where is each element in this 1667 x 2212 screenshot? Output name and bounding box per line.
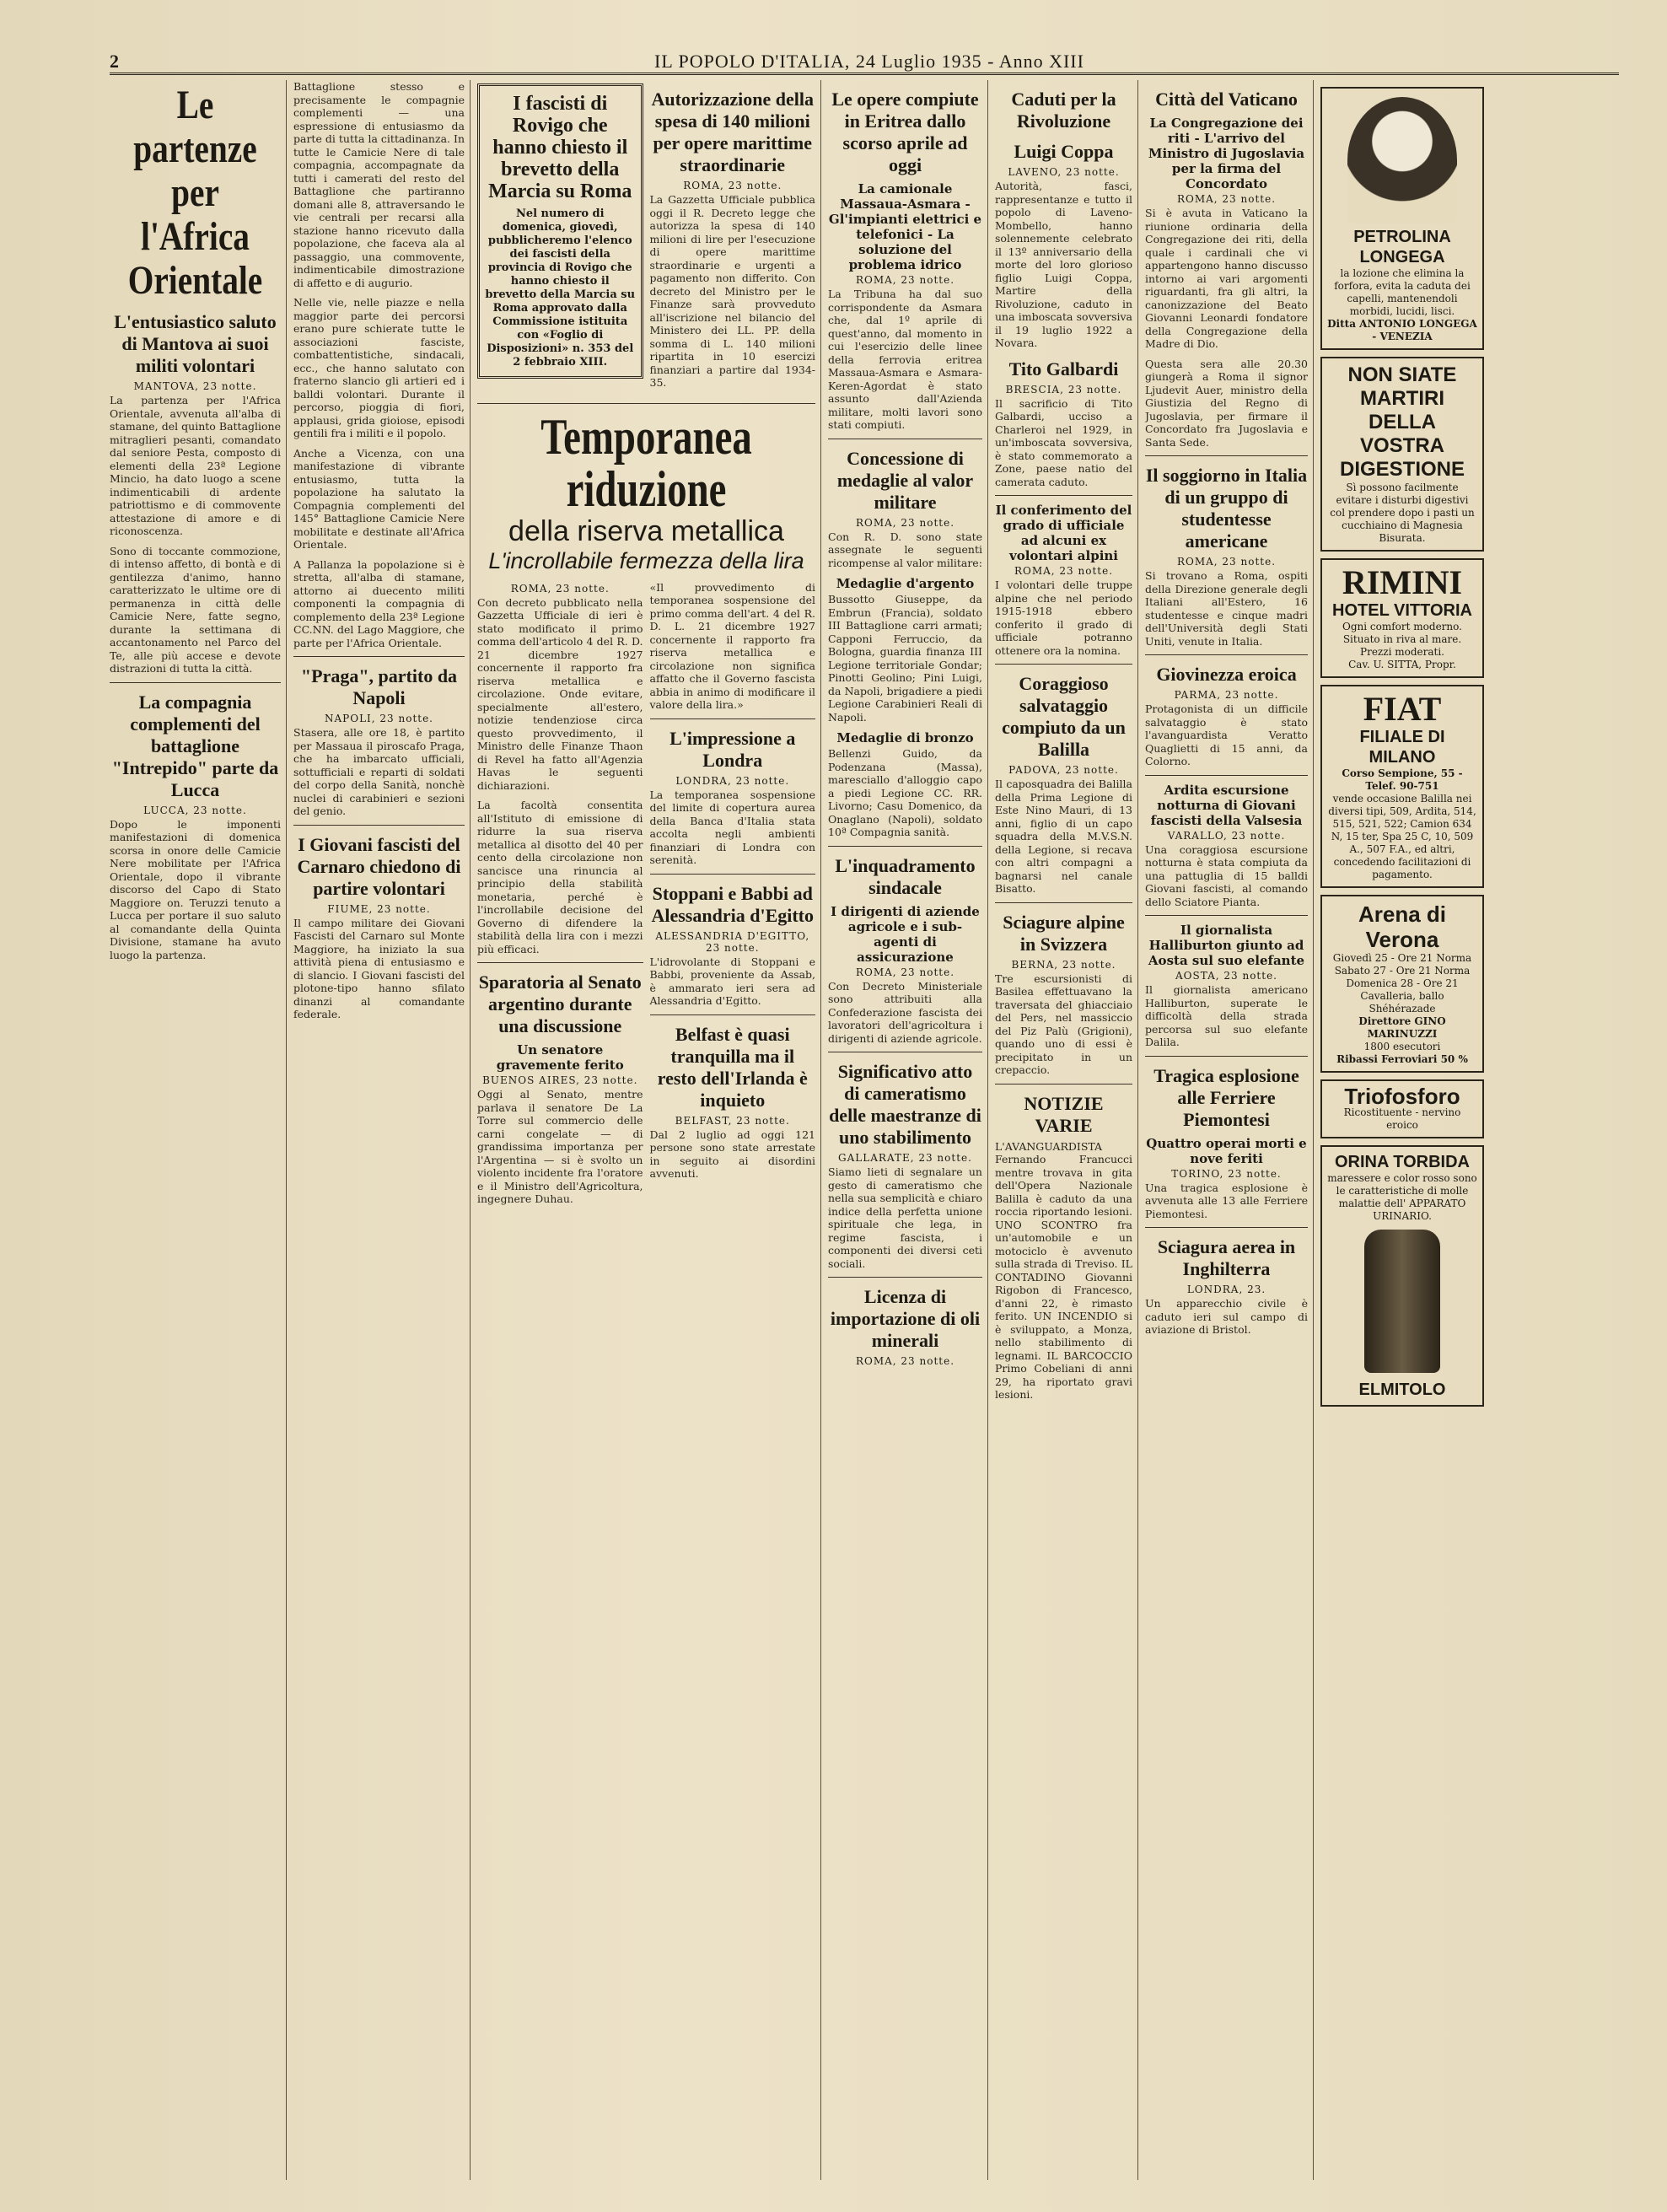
article-text: L'AVANGUARDISTA Fernando Francucci mentre trovava in gita dell'Opera Nazionale Balilla è caduto da una roccia riportando lesioni. UNO SCONTRO fra un'automobile e un motociclo è avvenuto sulla strada di Treviso. IL CONTADINO Giovanni Rigobon di Francesco, d'anni 22, è rimasto ferito. UN INCENDIO si è sviluppato, a Monza, nello stabilimento di legnami. IL BARCOCCIO Primo Cobeliani di anni 29, ha riportato gravi lesioni.	[995, 1139, 1132, 1401]
article-subtitle: Medaglie di bronzo	[836, 730, 974, 745]
divider	[828, 1277, 982, 1278]
article-subtitle: Un senatore gravemente ferito	[496, 1042, 624, 1073]
article-text: La partenza per l'Africa Orientale, avvenuta all'alba di stamane, del quinto Battaglione mitraglieri pesanti, comandato dal seniore Pesta, composto di elementi della 23ª Legione Mincio, ha dato luogo a scene indimenticabili di ardente patriottismo e di commovente attestazione di amore e di riconoscenza.	[110, 394, 281, 537]
dateline: BERNA, 23 notte.	[1011, 958, 1116, 971]
dateline: ROMA, 23 notte.	[683, 180, 782, 191]
article-title: I Giovani fascisti del Carnaro chiedono di partire volontari	[297, 833, 461, 899]
article-subtitle: Quattro operai morti e nove feriti	[1146, 1135, 1307, 1166]
divider	[828, 846, 982, 847]
article-text: Dal 2 luglio ad oggi 121 persone sono state arrestate in seguito ai disordini avvenuti.	[649, 1128, 815, 1180]
dateline: BELFAST, 23 notte.	[675, 1114, 790, 1127]
article-text: L'idrovolante di Stoppani e Babbi, proveniente da Assab, è ammarato ieri sera ad Alessandria d'Egitto.	[649, 955, 815, 1007]
divider	[477, 962, 643, 963]
dateline: ROMA, 23 notte.	[1014, 565, 1114, 577]
article-title: Giovinezza eroica	[1156, 664, 1297, 685]
dateline: ROMA, 23 notte.	[855, 1355, 955, 1367]
article-title: Tragica esplosione alle Ferriere Piemontesi	[1153, 1064, 1299, 1130]
dateline: GALLARATE, 23 notte.	[838, 1152, 972, 1164]
article-text: Con decreto pubblicato nella Gazzetta Ufficiale di ieri è stato modificato il primo comma dell'articolo 4 del R. D. 21 dicembre 1927 concernente il rapporto fra riserva metallica e circolazione. Onde evitare, specialmente all'estero, notizie tendenziose circa questo provvedimento, il Ministro delle Finanze Thaon di Revel ha fatto all'Agenzia Havas le seguenti dichiarazioni.	[477, 595, 643, 792]
column-6	[995, 80, 1138, 2180]
article-text: La temporanea sospensione del limite di copertura aurea della Banca d'Italia stata accolta negli ambienti finanziari di Londra con serenità.	[649, 788, 815, 866]
article-title: "Praga", partito da Napoli	[300, 665, 458, 708]
dateline: PADOVA, 23 notte.	[1008, 764, 1119, 776]
divider	[1145, 654, 1308, 655]
article-text: La Gazzetta Ufficiale pubblica oggi il R. Decreto legge che autorizza la spesa di 140 milioni di lire per l'esecuzione di opere marittime straordinarie e urgenti a pagamento non differito. Con decreto del Ministro per le Finanze sarà provveduto all'iscrizione nel bilancio del Ministero dei LL. PP. della somma di L. 140 milioni ripartita in 10 esercizi finanziari a partire dal 1934-35.	[649, 193, 815, 389]
article-text: Siamo lieti di segnalare un gesto di cameratismo che nella sua semplicità e chiaro indice della perfetta unione spirituale che lega, in regime fascista, i componenti dei diversi ceti sociali.	[828, 1165, 982, 1270]
article-title: Significativo atto di cameratismo delle maestranze di uno stabilimento	[829, 1061, 981, 1148]
box-text: Nel numero di domenica, giovedì, pubblicheremo l'elenco dei fascisti della provincia di Rovigo che hanno chiesto il brevetto della Marcia su Roma approvato dalla Commissione istituita con «Foglio di Disposizioni» n. 353 del 2 febbraio XIII.	[485, 207, 636, 369]
main-headline: Le partenze per l'Africa Orientale	[127, 83, 263, 303]
dateline: LONDRA, 23.	[1186, 1284, 1266, 1295]
article-title: Il giornalista Halliburton giunto ad Aosta sul suo elefante	[1148, 923, 1305, 968]
article-title: Le opere compiute in Eritrea dallo scorso aprile ad oggi	[831, 89, 979, 175]
article-text: Un apparecchio civile è caduto ieri sul campo di aviazione di Bristol.	[1145, 1297, 1308, 1336]
article-subtitle: I dirigenti di aziende agricole e i sub-agenti di assicurazione	[831, 903, 980, 965]
article-title: Sciagura aerea in Inghilterra	[1157, 1236, 1296, 1279]
ad-line: Sabato 27 - Ore 21 Norma	[1334, 965, 1471, 977]
box-title: I fascisti di Rovigo che hanno chiesto il brevetto della Marcia su Roma	[488, 93, 632, 202]
ad-text: la lozione che elimina la forfora, evita la caduta dei capelli, mantenendoli morbidi, lucidi, lisci.	[1334, 267, 1471, 317]
divider	[995, 664, 1132, 665]
ad-text: Ogni comfort moderno. Situato in riva al mare. Prezzi moderati.	[1342, 621, 1462, 658]
article-title: Autorizzazione della spesa di 140 milioni per opere marittime straordinarie	[651, 89, 814, 175]
ad-title: Triofosforo	[1344, 1084, 1460, 1109]
article-title: Ardita escursione notturna di Giovani fascisti della Valsesia	[1150, 782, 1303, 828]
article-title: L'entusiastico saluto di Mantova ai suoi militi volontari	[114, 311, 277, 376]
article-text: Il campo militare dei Giovani Fascisti del Carnaro sul Monte Maggiore, ha iniziato la sua attività piena di entusiasmo e di slancio. I Giovani fascisti del plotone-tipo hanno sfilato dinanzi al comandante federale.	[293, 916, 465, 1020]
headline-sub: della riserva metallica	[508, 514, 784, 547]
article-text: Si trovano a Roma, ospiti della Direzione generale degli Italiani all'Estero, 16 studentesse e cinque madri dell'Università degli Stati Uniti, venute in Italia.	[1145, 569, 1308, 648]
article-text: Con Decreto Ministeriale sono attribuiti alla Confederazione fascista dei lavoratori dell'agricoltura i dirigenti di aziende agricole.	[828, 979, 982, 1045]
ad-address: Corso Sempione, 55 - Telef. 90-751	[1342, 767, 1463, 792]
article-title: Sciagure alpine in Svizzera	[1003, 911, 1125, 955]
article-text: Con R. D. sono state assegnate le seguenti ricompense al valor militare:	[828, 530, 982, 569]
article-title: Città del Vaticano	[1155, 89, 1298, 110]
dateline: MANTOVA, 23 notte.	[133, 380, 257, 392]
ad-petrolina	[1320, 87, 1484, 350]
column-5	[828, 80, 988, 2180]
article-text: Tre escursionisti di Basilea effettuavano la traversata del ghiacciaio del Pers, nel massiccio del Piz Palù (Grigioni), quando uno di essi è precipitato in un crepaccio.	[995, 971, 1132, 1076]
feature-headline	[477, 408, 815, 574]
article-title: Coraggioso salvataggio compiuto da un Balilla	[1002, 673, 1126, 760]
dateline: BRESCIA, 23 notte.	[1005, 383, 1122, 396]
dateline: TORINO, 23 notte.	[1171, 1167, 1282, 1180]
ad-text: vende occasione Balilla nei diversi tipi, 509, Ardita, 514, 515, 521, 522; Camion 634 N, 15 ter, Spa 25 C, 10, 509 A., 507 F.A., ed altri, concedendo facilitazioni di pagamento.	[1328, 793, 1476, 880]
article-text: I volontari delle truppe alpine che nel periodo 1915-1918 ebbero conferito il grado di ufficiale potranno ottenere ora la nomina.	[995, 579, 1132, 657]
dateline: FIUME, 23 notte.	[327, 902, 431, 915]
ad-line: Giovedì 25 - Ore 21 Norma	[1332, 952, 1472, 964]
ad-subtitle: HOTEL VITTORIA	[1332, 601, 1472, 620]
dateline: AOSTA, 23 notte.	[1175, 970, 1277, 982]
article-subtitle: La Congregazione dei riti - L'arrivo del Ministro di Jugoslavia per la firma del Concordato	[1148, 116, 1305, 191]
ad-title: PETROLINA LONGEGA	[1353, 228, 1451, 266]
article-title: Caduti per la Rivoluzione	[1011, 89, 1116, 132]
article-title: Il soggiorno in Italia di un gruppo di studentesse americane	[1145, 465, 1308, 552]
page-number: 2	[110, 51, 120, 72]
dateline: ROMA, 23 notte.	[1176, 556, 1277, 568]
article-title: Sparatoria al Senato argentino durante una discussione	[478, 971, 642, 1036]
ad-magnesia	[1320, 357, 1484, 552]
column-8-ads	[1320, 80, 1489, 2180]
ad-title: ORINA TORBIDA	[1335, 1153, 1470, 1171]
article-title: Licenza di importazione di oli minerali	[830, 1286, 981, 1351]
dateline: VARALLO, 23 notte.	[1167, 829, 1286, 842]
divider	[477, 403, 815, 404]
article-subtitle: La camionale Massaua-Asmara - Gl'impianti elettrici e telefonici - La soluzione del problema idrico	[828, 181, 982, 272]
dateline: ROMA, 23 notte.	[510, 582, 610, 595]
divider	[1145, 1227, 1308, 1228]
article-title: Luigi Coppa	[1014, 141, 1114, 162]
article-text: Il sacrificio di Tito Galbardi, ucciso a Charleroi nel 1929, in un'imboscata sovversiva, è stato commemorato a Zone, paese natio del camerata caduto.	[995, 396, 1132, 488]
divider	[995, 902, 1132, 903]
ad-brand: ELMITOLO	[1358, 1380, 1446, 1399]
columns	[110, 80, 1619, 2180]
article-text: A Pallanza la popolazione si è stretta, all'alba di stamane, attorno ai duecento militi componenti la compagnia di complemento della 23ª Legione CC.NN. del Lago Maggiore, che parte per l'Africa Orientale.	[293, 557, 465, 649]
article-text: Il giornalista americano Halliburton, superate le difficoltà della strada percorsa sul suo elefante Dalila.	[1145, 983, 1308, 1048]
article-text: Il caposquadra dei Balilla della Prima Legione di Este Nino Mauri, di 13 anni, figlio di un capo squadra della M.V.S.N. della Legione, si recava con altri compagni a bagnarsi nel canale Bisatto.	[995, 778, 1132, 895]
article-text: Bellenzi Guido, da Podenzana (Massa), maresciallo d'alloggio capo a piedi Legione CC. RR. Livorno; Casu Domenico, da Onaglano (Napoli), soldato 10ª Compagnia sanità.	[828, 747, 982, 838]
ad-performers: 1800 esecutori	[1363, 1041, 1441, 1052]
ad-rimini	[1320, 558, 1484, 678]
woman-portrait-illustration	[1347, 97, 1457, 223]
article-title: Belfast è quasi tranquilla ma il resto dell'Irlanda è inquieto	[657, 1023, 808, 1111]
divider	[110, 682, 281, 683]
ad-firm: Cav. U. SITTA, Propr.	[1348, 659, 1456, 670]
article-text: Dopo le imponenti manifestazioni di domenica scorsa in onore delle Camicie Nere mobilitate per l'Africa Orientale, dopo il vibrante discorso del Capo di Stato Maggiore on. Teruzzi tenuto a Lucca per portare il suo saluto al comandante della Quinta Divisione, stamane ha avuto luogo la partenza.	[110, 817, 281, 961]
article-title: La compagnia complementi del battaglione "Intrepido" parte da Lucca	[111, 691, 279, 800]
article-text: Si è avuta in Vaticano la riunione ordinaria della Congregazione dei riti, della quale i cardinali che vi appartengono hanno discusso intorno ai vari argomenti riguardanti, fra gli altri, la canonizzazione del Beato Giovanni Leonardi fondatore della Congregazione della Madre di Dio.	[1145, 207, 1308, 350]
article-title: Tito Galbardi	[1008, 358, 1119, 379]
ad-title: FIAT	[1363, 690, 1442, 728]
dateline: ROMA, 23 notte.	[855, 516, 955, 529]
section-title: NOTIZIE VARIE	[1024, 1092, 1104, 1136]
divider	[995, 495, 1132, 496]
article-title: Concessione di medaglie al valor militare	[836, 447, 974, 513]
ad-subtitle: FILIALE DI MILANO	[1359, 728, 1445, 767]
article-text: Anche a Vicenza, con una manifestazione di vibrante entusiasmo, tutta la popolazione ha salutato la Compagnia complementi del 145° Battaglione Camicie Nere mobilitate e destinate all'Africa Orientale.	[293, 446, 465, 551]
dateline: ROMA, 23 notte.	[855, 966, 955, 978]
masthead-title: IL POPOLO D'ITALIA, 24 Luglio 1935 - Anno XIII	[654, 51, 1084, 72]
column-2	[293, 80, 471, 2180]
divider	[650, 874, 816, 875]
article-text: Protagonista di un difficile salvataggio è stato l'avanguardista Veratto Quaglietti di 15 anni, da Colorno.	[1145, 702, 1308, 767]
article-text: «Il provvedimento di temporanea sospensione del primo comma dell'art. 4 del R. D. L. 21 dicembre 1927 concernente il rapporto fra riserva metallica e circolazione non significa affatto che il Governo fascista abbia in animo di modificare il valore della lira.»	[649, 580, 815, 711]
ad-triofosforo	[1320, 1079, 1484, 1138]
article-text: Questa sera alle 20.30 giungerà a Roma il signor Ljudevit Auer, ministro della Giustizia del Regno di Jugoslavia, per firmare il Concordato fra Jugoslavia e Santa Sede.	[1145, 357, 1308, 449]
ad-text: maressere e color rosso sono le caratteristiche di molle malattie dell' APPARATO URINARIO.	[1327, 1172, 1477, 1222]
ad-fiat	[1320, 685, 1484, 888]
dateline: LUCCA, 23 notte.	[143, 804, 247, 816]
ad-title: NON SIATE MARTIRI DELLA VOSTRA DIGESTIONE	[1339, 363, 1465, 481]
article-title: Stoppani e Babbi ad Alessandria d'Egitto	[651, 882, 815, 926]
article-title: Il conferimento del grado di ufficiale ad alcuni ex volontari alpini	[995, 503, 1132, 563]
dateline: NAPOLI, 23 notte.	[324, 713, 433, 724]
divider	[1145, 915, 1308, 916]
article-text: Oggi al Senato, mentre parlava il senatore De La Torre sul commercio delle carni congelate — di grandissima importanza per l'Argentina — si è svolto un violento incidente fra l'oratore e il Ministro dell'Agricoltura, ingegnere Duhau.	[477, 1088, 643, 1205]
ad-text: Sì possono facilmente evitare i disturbi digestivi col prendere dopo i pasti un cucchiaino di Magnesia Bisurata.	[1330, 482, 1475, 544]
dateline: LONDRA, 23 notte.	[675, 774, 790, 787]
divider	[1145, 775, 1308, 776]
divider	[650, 718, 816, 719]
article-text: Autorità, fasci, rappresentanze e tutto il popolo di Laveno-Mombello, hanno solennemente celebrato il 13º anniversario della morte del loro glorioso figlio Luigi Coppa, Martire della Rivoluzione, caduto in una imboscata sovversiva il 19 luglio 1922 a Novara.	[995, 180, 1132, 349]
ad-arena-verona	[1320, 895, 1484, 1073]
column-7	[1145, 80, 1314, 2180]
article-text: La Tribuna ha dal suo corrispondente da Asmara che, dal 1º aprile di quest'anno, dal momento in cui l'esercizio delle linee della ferrovia eritrea Massaua-Asmara e Asmara-Keren-Agordat è stato assunto dall'Azienda militare, molti lavori sono stati compiuti.	[828, 288, 982, 431]
ad-line: Domenica 28 - Ore 21 Cavalleria, ballo Shéhérazade	[1346, 977, 1459, 1015]
article-text: Bussotto Giuseppe, da Embrun (Francia), soldato III Battaglione carri armati; Capponi Ferruccio, da Bologna, guardia finanza III Legione territoriale Gondar; Pinotti Geolino; Pini Luigi, da Napoli, brigadiere a piedi Legione Carabinieri Reali di Napoli.	[828, 593, 982, 724]
column-1	[110, 80, 287, 2180]
bottle-illustration	[1364, 1230, 1440, 1373]
column-3-4	[477, 80, 821, 2180]
article-title: L'inquadramento sindacale	[835, 854, 976, 898]
article-text: La facoltà consentita all'Istituto di emissione di ridurre la sua riserva metallica al disotto del 40 per cento della circolazione non sancisce una rinuncia al principio della stabilità monetaria, perché è l'incrollabile decisione del Governo di difendere la stabilità della lira con i mezzi più efficaci.	[477, 799, 643, 955]
article-text: Una coraggiosa escursione notturna è stata compiuta da una pattuglia di 15 balldi Giovani fascisti, al comando dello Sciatore Pianta.	[1145, 842, 1308, 908]
ad-title: Arena di Verona	[1358, 901, 1447, 952]
article-title: L'impressione a Londra	[669, 727, 796, 771]
rovigo-box	[477, 83, 643, 379]
divider	[1145, 1056, 1308, 1057]
dateline: ROMA, 23 notte.	[1176, 193, 1277, 205]
ad-director: Direttore GINO MARINUZZI	[1358, 1015, 1446, 1040]
dateline: PARMA, 23 notte.	[1174, 689, 1279, 701]
dateline: ROMA, 23 notte.	[855, 274, 955, 286]
ad-subtitle: Ricostituente - nervino eroico	[1343, 1106, 1461, 1131]
article-text: Nelle vie, nelle piazze e nella maggior parte dei percorsi erano pure schierate tutte le associazioni fasciste, combattentistiche, sindacali, ecc., che hanno salutato con fraterno slancio gli artieri ed i balldi volontari. Durante il percorso, pioggia di fiori, applausi, grida gioiose, episodi gentili fra i militi e il popolo.	[293, 296, 465, 439]
dateline: BUENOS AIRES, 23 notte.	[482, 1074, 638, 1086]
article-text: Sono di toccante commozione, di intenso affetto, di bontà e di gentilezza d'animo, hanno caratterizzato le ultime ore di permanenza in città delle Camicie Nere, fatte segno, durante la settimana di accantonamento nel Parco del Te, alle più accese e devote distrazioni di tutta la città.	[110, 544, 281, 675]
divider	[1145, 455, 1308, 456]
article-text: Una tragica esplosione è avvenuta alle 13 alle Ferriere Piemontesi.	[1145, 1181, 1308, 1220]
headline-deck: L'incrollabile fermezza della lira	[488, 547, 804, 573]
dateline: ALESSANDRIA D'EGITTO, 23 notte.	[655, 929, 810, 954]
ad-discount: Ribassi Ferroviari 50 %	[1336, 1053, 1468, 1065]
dateline: LAVENO, 23 notte.	[1008, 166, 1120, 178]
headline-main: Temporanea riduzione	[540, 408, 752, 517]
divider	[293, 825, 465, 826]
article-text: Battaglione stesso e precisamente le compagnie complementi — una espressione di entusiasmo da parte di tutta la cittadinanza. In tutte le Camicie Nere di tale compagnia, accompagnate da tutti i camerati del resto del Battaglione che partiranno domani alle 8, attraversando le vie centrali per recarsi alla stazione hanno ricevuto dalla popolazione, che faceva ala al passaggio, una commovente, indimenticabile dimostrazione di affetto e di augurio.	[293, 80, 465, 289]
article-subtitle: Medaglie d'argento	[836, 576, 975, 591]
ad-elmitolo	[1320, 1145, 1484, 1407]
ad-firm: Ditta ANTONIO LONGEGA - VENEZIA	[1327, 318, 1477, 342]
article-text: Stasera, alle ore 18, è partito per Massaua il piroscafo Praga, che ha imbarcato ufficiali, sottufficiali e reparti di soldati del corpo della Sanità, nonchè nuclei di carabinieri e sezioni del genio.	[293, 726, 465, 817]
divider	[293, 656, 465, 657]
ad-title: RIMINI	[1342, 563, 1463, 601]
page-header	[110, 51, 1619, 75]
